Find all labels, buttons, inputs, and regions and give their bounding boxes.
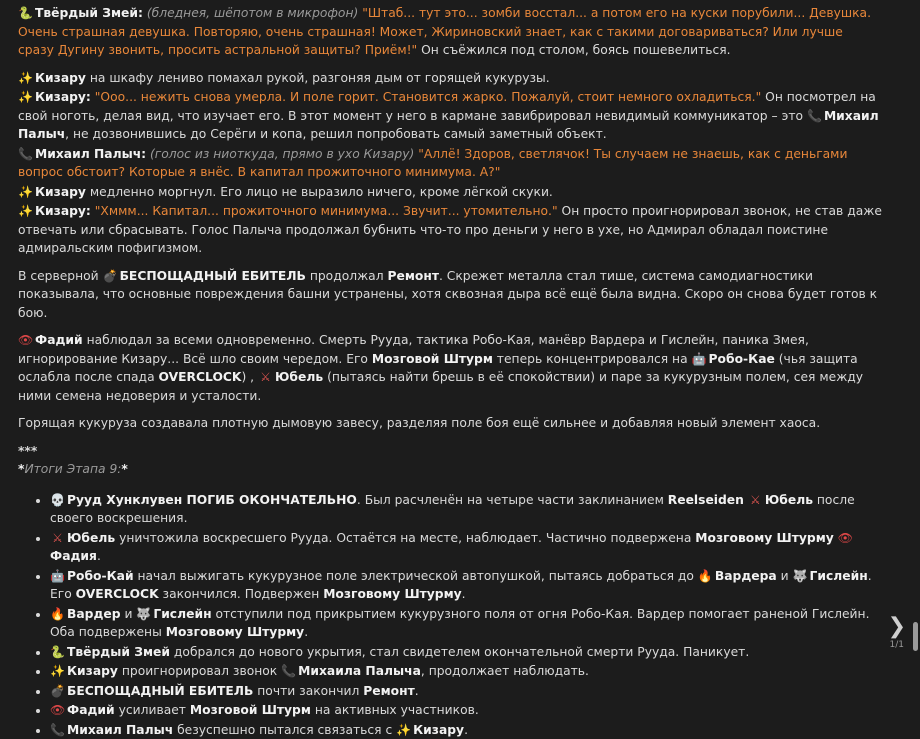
summary-title: *Итоги Этапа 9:* xyxy=(18,460,882,479)
bold-text: Кизару xyxy=(67,664,118,678)
list-item xyxy=(50,491,882,528)
text: наблюдал за всеми одновременно. Смерть Рууда, тактика Робо-Кая, манёвр Вардера и Гислейн, паника Змея, игнорирование Кизару... Всё шло своим чередом. Его xyxy=(18,333,809,366)
bold-text: Кизару xyxy=(35,71,86,85)
phone-icon: 📞 xyxy=(281,662,296,681)
paragraph xyxy=(18,69,882,88)
sparkle-icon: ✨ xyxy=(50,662,65,681)
summary-list xyxy=(18,491,882,739)
text: . xyxy=(415,684,419,698)
text: медленно моргнул. Его лицо не выразило ничего, кроме лёгкой скуки. xyxy=(86,185,553,199)
bold-text: Кизару xyxy=(413,723,464,737)
text: на активных участников. xyxy=(311,703,479,717)
text: ) , xyxy=(241,370,258,384)
paragraph xyxy=(18,414,882,433)
bold-text: Рууд Хунклувен ПОГИБ ОКОНЧАТЕЛЬНО xyxy=(67,493,357,507)
phone-icon: 📞 xyxy=(18,145,33,164)
snake-icon: 🐍 xyxy=(50,643,65,662)
bold-text: Робо-Кай xyxy=(67,569,134,583)
text: почти закончил xyxy=(253,684,363,698)
text: Он посмотрел на свой ноготь, делая вид, что изучает его. В этот момент у него в кармане завибрировал невидимый коммуникатор – это xyxy=(18,90,876,123)
list-item xyxy=(50,529,882,566)
text: . Скрежет металла стал тише, система самодиагностики показывала, что основные повреждения башни устранены, хотя сквозная дыра всё ещё была видна. Скоро он снова будет готов к бою. xyxy=(18,269,877,320)
bold-text: Фадий xyxy=(35,333,83,347)
bold-text: OVERCLOCK xyxy=(76,587,159,601)
bold-text: Кизару: xyxy=(35,204,91,218)
eye-icon: 👁 xyxy=(50,701,65,720)
paragraph xyxy=(18,267,882,323)
robot-icon: 🤖 xyxy=(692,350,707,369)
next-page-icon[interactable]: ❯ xyxy=(888,616,906,638)
list-item xyxy=(50,721,882,739)
text: проигнорировал звонок xyxy=(118,664,281,678)
crossed-swords-icon: ⚔ xyxy=(50,529,65,548)
text: . Его xyxy=(50,569,872,602)
phone-icon: 📞 xyxy=(50,721,65,739)
list-item xyxy=(50,662,882,681)
stage-direction: (бледнея, шёпотом в микрофон) xyxy=(147,6,358,20)
sparkle-icon: ✨ xyxy=(18,69,33,88)
text: после своего воскрешения. xyxy=(50,493,855,526)
dialogue-text: "Ооо... нежить снова умерла. И поле горит. Становится жарко. Пожалуй, стоит немного охладиться." xyxy=(95,90,761,104)
text: уничтожила воскресшего Рууда. Остаётся на месте, наблюдает. Частично подвержена xyxy=(115,531,695,545)
list-item xyxy=(50,605,882,642)
text: . xyxy=(304,625,308,639)
text: (чья защита ослабла после спада xyxy=(18,352,858,385)
eye-icon: 👁 xyxy=(18,331,33,350)
paragraph xyxy=(18,145,882,182)
text: и xyxy=(121,607,137,621)
summary-title-text: Итоги Этапа 9: xyxy=(24,462,121,476)
bold-text: Михаила Палыча xyxy=(298,664,421,678)
snake-icon: 🐍 xyxy=(18,4,33,23)
bold-text: Мозговому Штурму xyxy=(166,625,304,639)
list-item xyxy=(50,643,882,662)
text: Он съёжился под столом, боясь пошевелиться. xyxy=(417,43,730,57)
text: добрался до нового укрытия, стал свидетелем окончательной смерти Рууда. Паникует. xyxy=(170,645,749,659)
bomb-icon: 💣 xyxy=(50,682,65,701)
bold-text: Гислейн xyxy=(153,607,211,621)
text: на шкафу лениво помахал рукой, разгоняя дым от горящей кукурузы. xyxy=(86,71,550,85)
text: Он просто проигнорировал звонок, не став даже отвечать или сбрасывать. Голос Палыча продолжал бубнить что-то про деньги у него в ухе, но Адмирал обладал поистине адмиральским пофигизмом. xyxy=(18,204,882,255)
scrollbar[interactable] xyxy=(910,0,918,651)
separator: *** xyxy=(18,442,882,461)
bold-text: БЕСПОЩАДНЫЙ ЕБИТЕЛЬ xyxy=(120,269,306,283)
text: . xyxy=(97,549,101,563)
wolf-icon: 🐺 xyxy=(136,605,151,624)
bold-text: Гислейн xyxy=(810,569,868,583)
page-counter: 1/1 xyxy=(890,640,904,650)
dialogue-text: "Аллё! Здоров, светлячок! Ты случаем не знаешь, как с деньгами вопрос обстоит? Которые я внёс. В капитал прожиточного минимума. А?" xyxy=(18,147,847,180)
sparkle-icon: ✨ xyxy=(396,721,411,739)
bold-text: Твёрдый Змей: xyxy=(35,6,143,20)
skull-icon: 💀 xyxy=(50,491,65,510)
bold-text: Михаил Палыч: xyxy=(35,147,146,161)
bold-text: Кизару: xyxy=(35,90,91,104)
list-item xyxy=(50,701,882,720)
text: начал выжигать кукурузное поле электрической автопушкой, пытаясь добраться до xyxy=(134,569,698,583)
list-item xyxy=(50,682,882,701)
text: отступили под прикрытием кукурузного поля от огня Робо-Кая. Вардер помогает раненой Гислейн. Оба подвержены xyxy=(50,607,870,640)
bold-text: Ремонт xyxy=(387,269,438,283)
dialogue-text: "Хммм... Капитал... прожиточного минимума... Звучит... утомительно." xyxy=(95,204,558,218)
bold-text: Робо-Кае xyxy=(709,352,775,366)
bold-text: Твёрдый Змей xyxy=(67,645,170,659)
bold-text: Фадия xyxy=(50,549,97,563)
text: , не дозвонившись до Серёги и копа, решил попробовать самый заметный объект. xyxy=(65,127,606,141)
bold-text: Ремонт xyxy=(363,684,414,698)
bold-text: Михаил Палыч xyxy=(67,723,173,737)
bold-text: Михаил Палыч xyxy=(18,109,879,142)
crossed-swords-icon: ⚔ xyxy=(748,491,763,510)
text: закончился. Подвержен xyxy=(159,587,324,601)
text: . xyxy=(462,587,466,601)
fire-icon: 🔥 xyxy=(698,567,713,586)
bold-text: Мозговому Штурму xyxy=(695,531,833,545)
sparkle-icon: ✨ xyxy=(18,202,33,221)
scroll-thumb[interactable] xyxy=(913,622,918,651)
text: (пытаясь найти брешь в её спокойствии) и паре за кукурузным полем, сея между ними семена недоверия и усталости. xyxy=(18,370,863,403)
bold-text: Юбель xyxy=(275,370,323,384)
text: Горящая кукуруза создавала плотную дымовую завесу, разделяя поле боя ещё сильнее и добавляя новый элемент хаоса. xyxy=(18,416,820,430)
crossed-swords-icon: ⚔ xyxy=(258,368,273,387)
bomb-icon: 💣 xyxy=(103,267,118,286)
bold-text: Юбель xyxy=(765,493,813,507)
fire-icon: 🔥 xyxy=(50,605,65,624)
paragraph xyxy=(18,183,882,202)
paragraph xyxy=(18,331,882,405)
bold-text: Мозговой Штурм xyxy=(372,352,493,366)
bold-text: Кизару xyxy=(35,185,86,199)
text: и xyxy=(777,569,793,583)
text: . Был расчленён на четыре части заклинанием xyxy=(357,493,668,507)
bold-text: OVERCLOCK xyxy=(159,370,242,384)
sparkle-icon: ✨ xyxy=(18,183,33,202)
bold-text: Мозговой Штурм xyxy=(190,703,311,717)
text: усиливает xyxy=(115,703,190,717)
paragraph xyxy=(18,202,882,258)
dialogue-text: "Штаб... тут это... зомби восстал... а потом его на куски порубили... Девушка. Очень страшная девушка. Повторяю, очень страшная! Может, Жириновский знает, как с такими договариваться? Или лучше сразу Дугину звонить, просить астральной защиты? Приём!" xyxy=(18,6,871,57)
bold-text: Reelseiden xyxy=(668,493,744,507)
paragraph xyxy=(18,4,882,60)
phone-icon: 📞 xyxy=(807,107,822,126)
list-item xyxy=(50,567,882,604)
bold-text: Вардер xyxy=(67,607,121,621)
text: , продолжает наблюдать. xyxy=(421,664,589,678)
text: В серверной xyxy=(18,269,103,283)
paragraph xyxy=(18,88,882,144)
text: теперь концентрировался на xyxy=(493,352,692,366)
bold-text: Мозговому Штурму xyxy=(323,587,461,601)
text: безуспешно пытался связаться с xyxy=(173,723,396,737)
text: продолжал xyxy=(306,269,388,283)
bold-text: Вардера xyxy=(715,569,777,583)
eye-icon: 👁 xyxy=(838,529,853,548)
bold-text: БЕСПОЩАДНЫЙ ЕБИТЕЛЬ xyxy=(67,684,253,698)
wolf-icon: 🐺 xyxy=(793,567,808,586)
bold-text: Фадий xyxy=(67,703,115,717)
bold-text: Юбель xyxy=(67,531,115,545)
stage-direction: (голос из ниоткуда, прямо в ухо Кизару) xyxy=(150,147,414,161)
robot-icon: 🤖 xyxy=(50,567,65,586)
text: . xyxy=(464,723,468,737)
sparkle-icon: ✨ xyxy=(18,88,33,107)
